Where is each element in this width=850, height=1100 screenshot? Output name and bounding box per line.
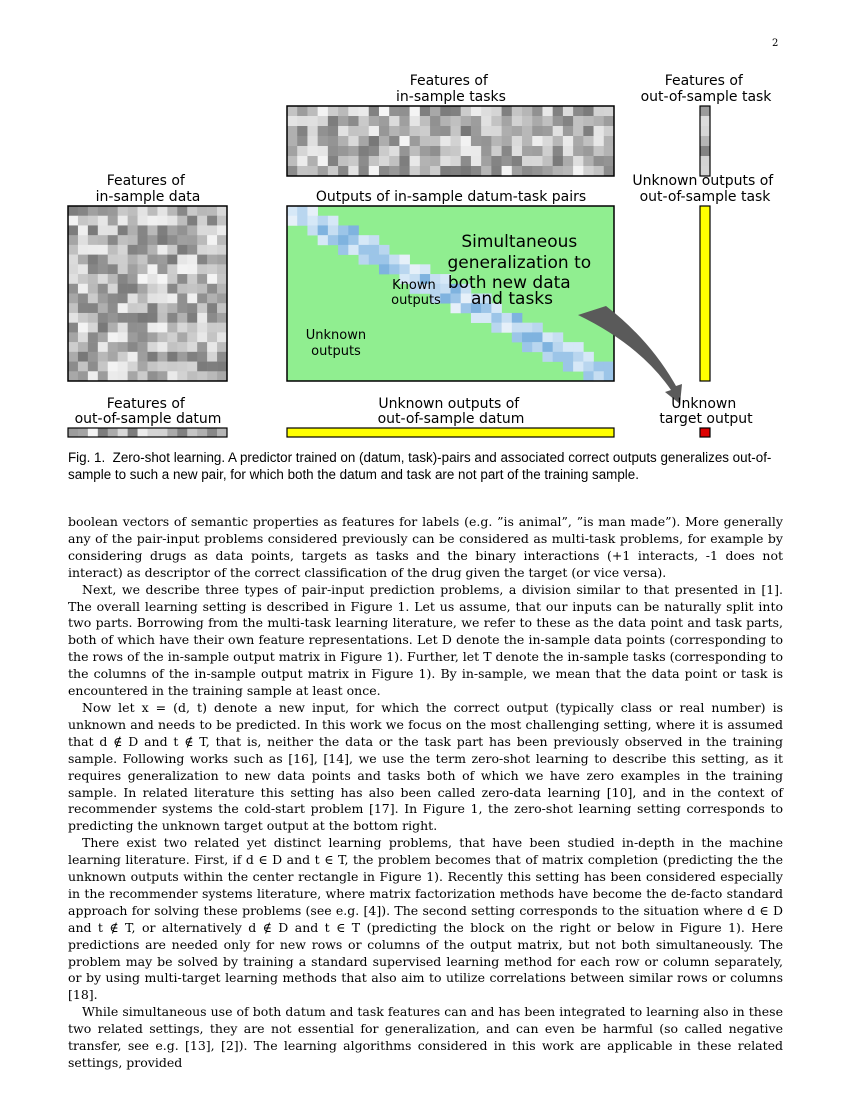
label-simultaneous-generalization: Simultaneous generalization to both new data and tasks xyxy=(447,232,592,309)
label-unknown-outputs-oos-task: Unknown outputs of out-of-sample task xyxy=(632,173,774,205)
label-features-insample-data: Features of in-sample data xyxy=(95,173,201,205)
unknown-target-output-cell xyxy=(700,428,710,437)
caption-text: Zero-shot learning. A predictor trained on (datum, task)-pairs and associated correct outputs generalizes out-of-sample to such a new pair, for which both the datum and task are not part of the training sample. xyxy=(68,450,772,482)
figure-caption xyxy=(68,449,784,483)
label-features-oos-task: Features of out-of-sample task xyxy=(640,73,772,105)
label-outputs-insample-pairs: Outputs of in-sample datum-task pairs xyxy=(315,189,587,205)
body-text xyxy=(68,514,783,1072)
caption-label: Fig. 1. xyxy=(68,450,106,465)
out-of-sample-task-features-column xyxy=(700,106,710,176)
unknown-outputs-oos-task-column xyxy=(700,206,710,381)
label-unknown-target: Unknown target output xyxy=(659,396,753,427)
zero-shot-figure xyxy=(0,0,850,445)
label-unknown-outputs-oos-datum: Unknown outputs of out-of-sample datum xyxy=(377,396,525,427)
paragraph: Next, we describe three types of pair-input prediction problems, a division similar to that presented in [1]. The overall learning setting is described in Figure 1. Let us assume, that our inputs can be naturally split into two parts. Borrowing from the multi-task learning literature, we refer to these as the data point and task parts, both of which have their own feature representations. Let D denote the in-sample data points (corresponding to the rows of the in-sample output matrix in Figure 1). Further, let T denote the in-sample tasks (corresponding to the columns of the in-sample output matrix in Figure 1). By in-sample, we mean that the data point or task is encountered in the training sample at least once. xyxy=(68,581,783,699)
label-features-oos-datum: Features of out-of-sample datum xyxy=(74,396,222,427)
out-of-sample-datum-features-row xyxy=(68,428,227,437)
label-features-insample-tasks: Features of in-sample tasks xyxy=(396,73,506,105)
paragraph: Now let x = (d, t) denote a new input, for which the correct output (typically class or real number) is unknown and needs to be predicted. In this work we focus on the most challenging setting, where it is assumed that d ∉ D and t ∉ T, that is, neither the data or the task part has been previously observed in the training sample. Following works such as [16], [14], we use the term zero-shot learning to describe this setting, as it requires generalization to new data points and tasks both of which we have zero examples in the training sample. In related literature this setting has also been called zero-data learning [10], and in the context of recommender systems the cold-start problem [17]. In Figure 1, the zero-shot learning setting corresponds to predicting the unknown target output at the bottom right. xyxy=(68,699,783,834)
paragraph: There exist two related yet distinct learning problems, that have been studied in-depth in the machine learning literature. First, if d ∈ D and t ∈ T, the problem becomes that of matrix completion (predicting the the unknown outputs within the center rectangle in Figure 1). Recently this setting has been considered especially in the recommender systems literature, where matrix factorization methods have become the de-facto standard approach for solving these problems (see e.g. [4]). The second setting corresponds to the situation where d ∈ D and t ∉ T, or alternatively d ∉ D and t ∈ T (predicting the block on the right or below in Figure 1). Here predictions are needed only for new rows or columns of the output matrix, but not both simultaneously. The problem may be solved by training a standard supervised learning method for each row or column separately, or by using multi-target learning methods that also aim to utilize correlations between similar rows or columns [18]. xyxy=(68,835,783,1003)
label-known-outputs: Known outputs xyxy=(391,278,441,308)
label-unknown-outputs: Unknown outputs xyxy=(305,328,367,359)
paragraph: boolean vectors of semantic properties as features for labels (e.g. ”is animal”, ”is man made”). More generally any of the pair-input problems considered previously can be considered as multi-task problems, for example by considering drugs as data points, targets as tasks and the binary interactions (+1 interacts, -1 does not interact) as descriptor of the correct classification of the drug given the target (or vice versa). xyxy=(68,514,783,580)
in-sample-task-features-matrix xyxy=(287,106,614,176)
unknown-outputs-oos-datum-row xyxy=(287,428,614,437)
page-number: 2 xyxy=(772,38,779,49)
in-sample-data-features-matrix xyxy=(68,206,227,381)
paragraph: While simultaneous use of both datum and task features can and has been integrated to learning also in these two related settings, they are not essential for generalization, and can even be harmful (so called negative transfer, see e.g. [13], [2]). The learning algorithms considered in this work are applicable in these related settings, provided xyxy=(68,1004,783,1070)
